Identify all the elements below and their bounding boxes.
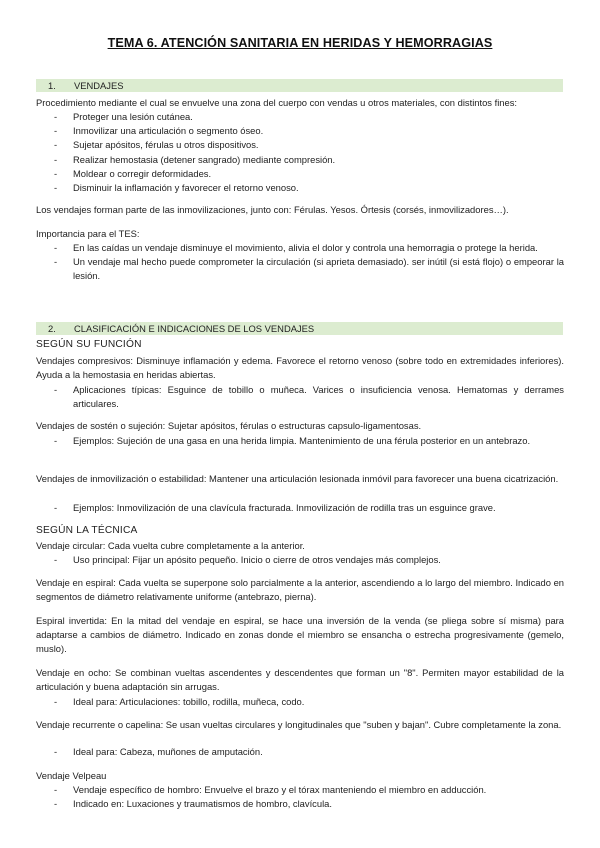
list-item: - Inmovilizar una articulación o segmento óseo. bbox=[54, 125, 264, 137]
list-item: - Sujetar apósitos, férulas u otros dispositivos. bbox=[54, 139, 259, 151]
list-item: - Ejemplos: Sujeción de una gasa en una herida limpia. Mantenimiento de una férula posterior en un antebrazo. bbox=[54, 435, 531, 446]
list-item: - Un vendaje mal hecho puede comprometer la circulación (si aprieta demasiado). ser inútil (si está flojo) o empeorar la lesión. bbox=[54, 256, 564, 282]
compresivos-paragraph: Vendajes compresivos: Disminuye inflamación y edema. Favorece el retorno venoso (sobre todo en extremidades inferiores). Ayuda a la hemostasia en heridas abiertas. bbox=[36, 355, 564, 381]
list-item: - Aplicaciones típicas: Esguince de tobillo o muñeca. Varices o insuficiencia venosa. Hematomas y derrames articulares. bbox=[54, 384, 564, 410]
tes-heading: Importancia para el TES: bbox=[36, 228, 140, 239]
vendajes-intro: Procedimiento mediante el cual se envuelve una zona del cuerpo con vendas u otros materiales, con distintos fines: bbox=[36, 97, 518, 108]
list-item: - En las caídas un vendaje disminuye el movimiento, alivia el dolor y controla una hemorragia o protege la herida. bbox=[54, 242, 538, 253]
list-item: - Ejemplos: Inmovilización de una clavícula fracturada. Inmovilización de rodilla tras un esguince grave. bbox=[54, 502, 496, 513]
inmovilizacion-list bbox=[0, 501, 564, 515]
velpeau-list bbox=[0, 783, 564, 811]
section-label: CLASIFICACIÓN E INDICACIONES DE LOS VENDAJES bbox=[74, 323, 315, 334]
page-title: TEMA 6. ATENCIÓN SANITARIA EN HERIDAS Y HEMORRAGIAS bbox=[107, 36, 493, 50]
ocho-paragraph: Vendaje en ocho: Se combinan vueltas ascendentes y descendentes que forman un "8". Permiten mayor estabilidad de la articulación y buena adaptación sin arrugas. bbox=[36, 667, 564, 693]
inmovilizacion-paragraph: Vendajes de inmovilización o estabilidad: Mantener una articulación lesionada inmóvil para favorecer una buena cicatrización. bbox=[36, 473, 559, 484]
compresivos-list bbox=[0, 383, 564, 411]
section-heading-clasificacion bbox=[36, 322, 563, 335]
list-item: - Moldear o corregir deformidades. bbox=[54, 167, 212, 179]
velpeau-heading: Vendaje Velpeau bbox=[36, 770, 107, 781]
list-item: - Ideal para: Cabeza, muñones de amputación. bbox=[54, 746, 263, 757]
tecnica-heading: SEGÚN LA TÉCNICA bbox=[36, 525, 138, 536]
ocho-list bbox=[0, 695, 564, 709]
section-label: VENDAJES bbox=[74, 80, 124, 91]
funcion-heading: SEGÚN SU FUNCIÓN bbox=[36, 339, 142, 350]
sosten-list bbox=[0, 434, 564, 448]
section-number: 1. bbox=[48, 80, 56, 91]
list-item: - Realizar hemostasia (detener sangrado) mediante compresión. bbox=[54, 153, 336, 165]
circular-paragraph: Vendaje circular: Cada vuelta cubre completamente a la anterior. bbox=[36, 540, 305, 551]
section-heading-vendajes bbox=[36, 79, 563, 92]
recurrente-paragraph: Vendaje recurrente o capelina: Se usan vueltas circulares y longitudinales que "suben y bajan". Cubre completamente la zona. bbox=[36, 719, 562, 730]
list-item: - Uso principal: Fijar un apósito pequeño. Inicio o cierre de otros vendajes más complejos. bbox=[54, 554, 441, 565]
list-item: - Ideal para: Articulaciones: tobillo, rodilla, muñeca, codo. bbox=[54, 696, 305, 707]
tes-list bbox=[0, 241, 564, 284]
circular-list bbox=[0, 553, 564, 567]
list-item: - Proteger una lesión cutánea. bbox=[54, 111, 193, 122]
section-number: 2. bbox=[48, 323, 56, 334]
list-item: - Indicado en: Luxaciones y traumatismos de hombro, clavícula. bbox=[54, 798, 332, 810]
recurrente-list bbox=[0, 745, 564, 759]
list-item: - Vendaje específico de hombro: Envuelve el brazo y el tórax manteniendo el miembro en adducción. bbox=[54, 784, 487, 795]
espiral-paragraph: Vendaje en espiral: Cada vuelta se superpone solo parcialmente a la anterior, ascendiendo a lo largo del miembro. Indicado en segmentos de diámetro relativamente uniforme (antebrazo, pierna). bbox=[36, 577, 564, 603]
list-item: - Disminuir la inflamación y favorecer el retorno venoso. bbox=[54, 182, 299, 194]
espiral-invertida-paragraph: Espiral invertida: En la mitad del vendaje en espiral, se hace una inversión de la venda (se pliega sobre sí misma) para adaptarse a cambios de diámetro. Indicado en zonas donde el miembro se ensancha o estrecha progresivamente (gemelo, muslo). bbox=[36, 615, 564, 655]
inmovilizaciones-paragraph: Los vendajes forman parte de las inmovilizaciones, junto con: Férulas. Yesos. Órtesis (corsés, inmovilizadores…). bbox=[36, 204, 509, 215]
sosten-paragraph: Vendajes de sostén o sujeción: Sujetar apósitos, férulas o estructuras capsulo-ligamentosas. bbox=[36, 420, 422, 431]
fines-list bbox=[0, 110, 564, 195]
